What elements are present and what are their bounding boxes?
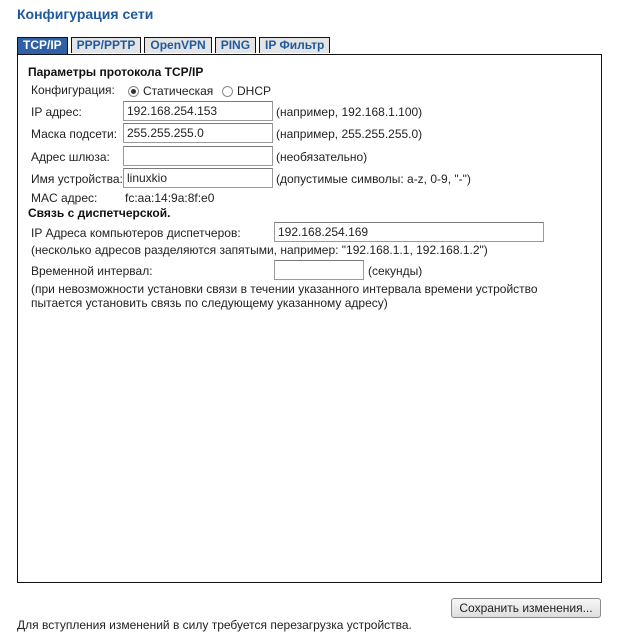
config-label: Конфигурация:: [31, 83, 115, 97]
interval-label: Временной интервал:: [31, 264, 153, 278]
reboot-note: Для вступления изменений в силу требуется перезагрузка устройства.: [17, 618, 412, 632]
dispatch-ip-hint: (несколько адресов разделяются запятыми, например: "192.168.1.1, 192.168.1.2"): [31, 243, 488, 257]
ip-address-label: IP адрес:: [31, 105, 82, 119]
dispatch-ip-label: IP Адреса компьютеров диспетчеров:: [31, 226, 241, 240]
dispatch-ip-input[interactable]: [274, 222, 544, 242]
tcpip-panel: [17, 54, 602, 583]
radio-dhcp-label: DHCP: [237, 84, 272, 98]
gateway-input[interactable]: [123, 146, 273, 166]
gateway-label: Адрес шлюза:: [31, 150, 110, 164]
save-changes-button[interactable]: Сохранить изменения...: [451, 598, 601, 618]
mac-address-value: fc:aa:14:9a:8f:e0: [125, 191, 215, 205]
radio-static-label: Статическая: [143, 84, 214, 98]
radio-dhcp-icon[interactable]: [222, 86, 233, 97]
ip-address-input[interactable]: [123, 101, 273, 121]
interval-hint: (секунды): [368, 264, 423, 278]
radio-static[interactable]: [128, 84, 213, 98]
page-title: Конфигурация сети: [17, 6, 154, 22]
radio-dhcp[interactable]: [222, 84, 271, 98]
dispatch-section-title: Связь с диспетчерской.: [28, 206, 171, 220]
tab-ip-filter[interactable]: IP Фильтр: [259, 37, 330, 53]
tab-ppp-pptp[interactable]: PPP/PPTP: [71, 37, 142, 53]
subnet-mask-input[interactable]: [123, 123, 273, 143]
subnet-mask-label: Маска подсети:: [31, 127, 118, 141]
tab-tcpip[interactable]: TCP/IP: [17, 37, 68, 54]
device-name-hint: (допустимые символы: a-z, 0-9, "-"): [276, 172, 471, 186]
interval-note-line1: (при невозможности установки связи в течении указанного интервала времени устройство: [31, 282, 538, 296]
interval-note-line2: пытается установить связь по следующему указанному адресу): [31, 296, 388, 310]
interval-note: [31, 282, 591, 310]
ip-address-hint: (например, 192.168.1.100): [276, 105, 423, 119]
device-name-input[interactable]: [123, 168, 273, 188]
tab-openvpn[interactable]: OpenVPN: [144, 37, 211, 53]
interval-input[interactable]: [274, 260, 364, 280]
gateway-hint: (необязательно): [276, 150, 368, 164]
tcpip-section-title: Параметры протокола TCP/IP: [28, 65, 204, 79]
mac-address-label: MAC адрес:: [31, 191, 98, 205]
device-name-label: Имя устройства:: [31, 172, 123, 186]
radio-static-icon[interactable]: [128, 86, 139, 97]
tab-bar: [17, 37, 333, 54]
tab-ping[interactable]: PING: [215, 37, 256, 53]
subnet-mask-hint: (например, 255.255.255.0): [276, 127, 423, 141]
